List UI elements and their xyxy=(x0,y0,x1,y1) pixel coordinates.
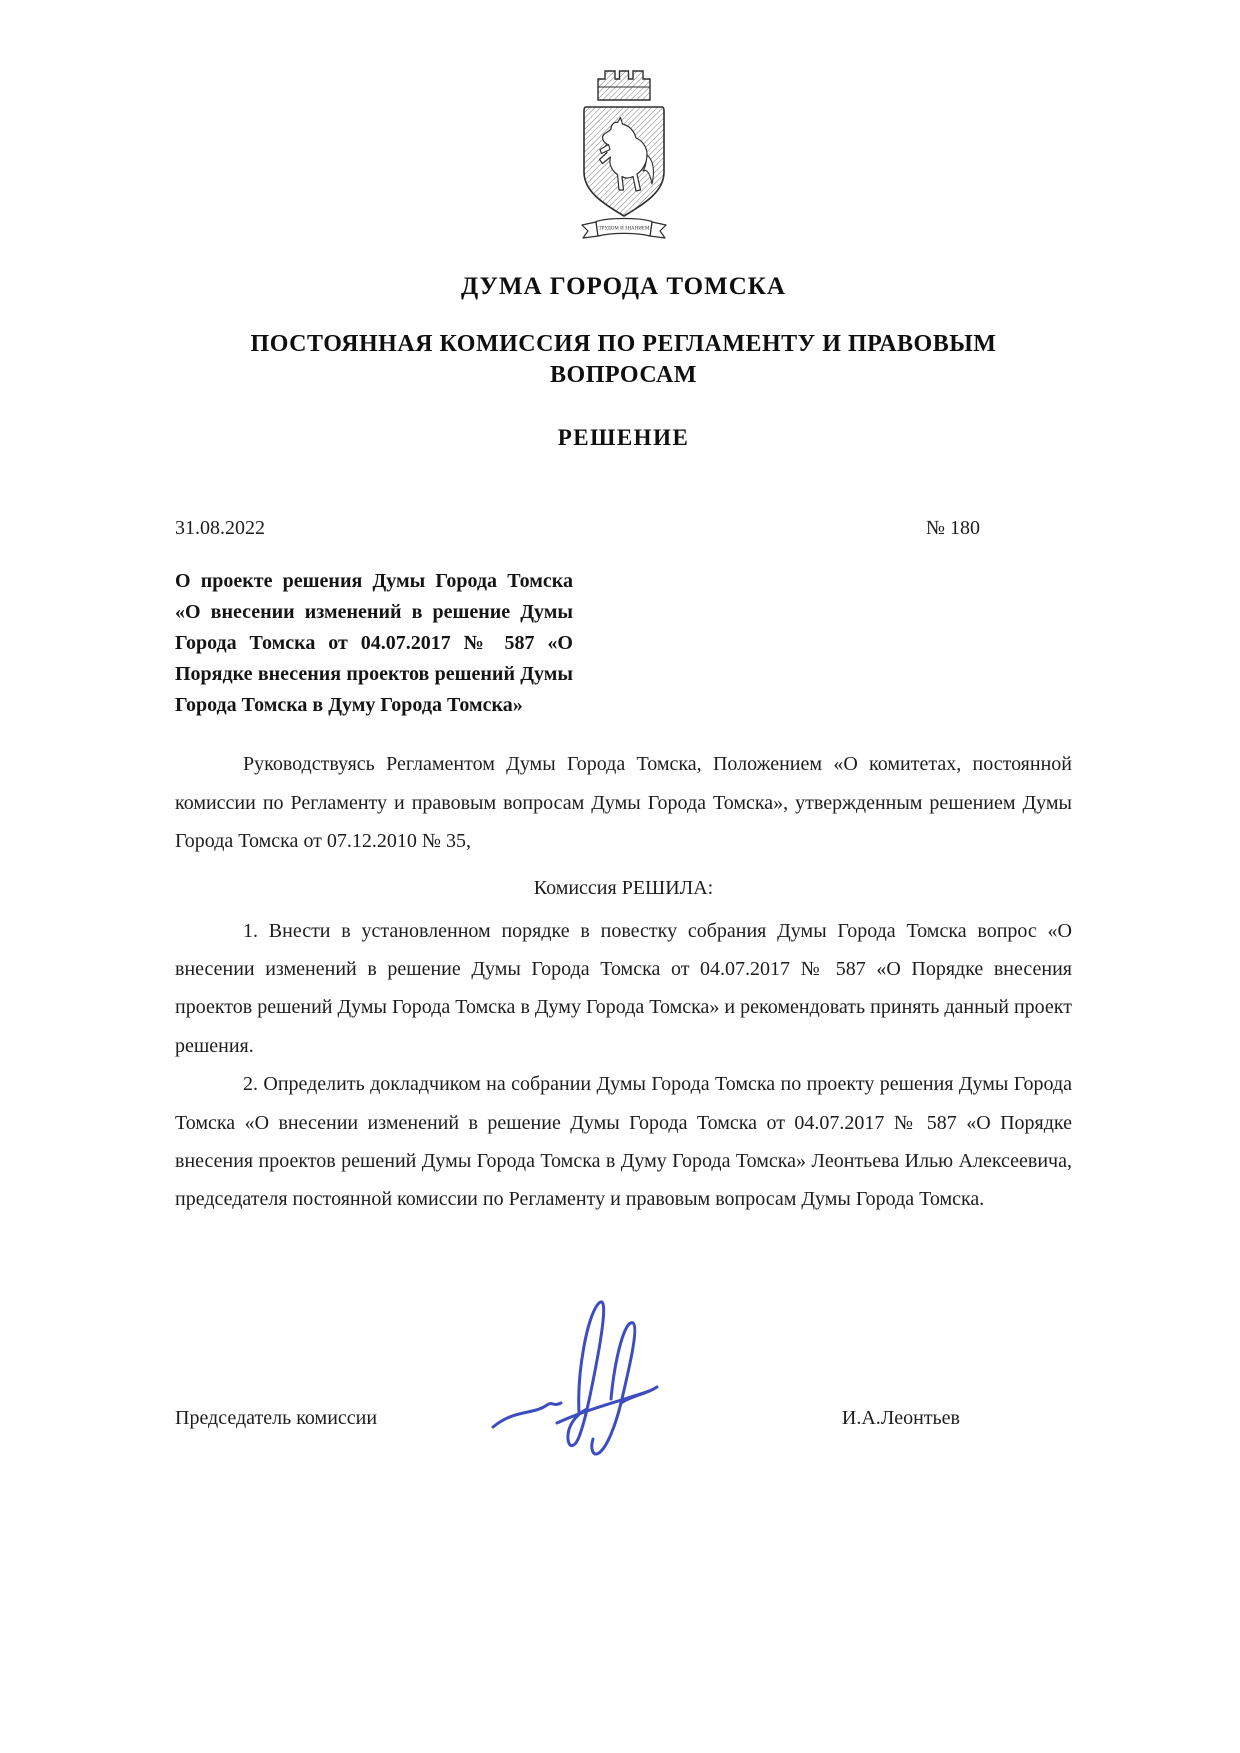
document-date: 31.08.2022 xyxy=(175,517,265,540)
preamble-paragraph: Руководствуясь Регламентом Думы Города Томска, Положением «О комитетах, постоянной комиссии по Регламенту и правовым вопросам Думы Города Томска», утвержденным решением Думы Города Томска от 07.12.2010 № 35, xyxy=(175,753,1072,853)
crown-icon xyxy=(598,71,650,100)
handwritten-signature-icon xyxy=(487,1281,687,1471)
motto-ribbon xyxy=(582,219,666,239)
signature-block xyxy=(175,1339,1072,1499)
document-number: № 180 xyxy=(925,517,980,540)
signatory-name: И.А.Леонтьев xyxy=(841,1406,960,1429)
document-type-title: РЕШЕНИЕ xyxy=(557,425,690,451)
meta-row xyxy=(175,517,1072,540)
coat-of-arms xyxy=(175,66,1072,249)
organization-title: ДУМА ГОРОДА ТОМСКА xyxy=(461,273,786,300)
tomsk-coat-of-arms-icon xyxy=(574,66,674,244)
resolution-item-1: 1. Внести в установленном порядке в повестку собрания Думы Города Томска вопрос «О внесении изменений в решение Думы Города Томска от 04.07.2017 № 587 «О Порядке внесения проектов решений Думы Города Томска в Думу Города Томска» и рекомендовать принять данный проект решения. xyxy=(175,919,1072,1057)
commission-title: ПОСТОЯННАЯ КОМИССИЯ ПО РЕГЛАМЕНТУ И ПРАВОВЫМ ВОПРОСАМ xyxy=(250,331,997,389)
signature-role: Председатель комиссии xyxy=(175,1406,378,1429)
resolution-item-2: 2. Определить докладчиком на собрании Думы Города Томска по проекту решения Думы Города Томска «О внесении изменений в решение Думы Города Томска от 04.07.2017 № 587 «О Порядке внесения проектов решений Думы Города Томска в Думу Города Томска» Леонтьева Илью Алексеевича, председателя постоянной комиссии по Регламенту и правовым вопросам Думы Города Томска. xyxy=(175,1073,1072,1211)
document-subject: О проекте решения Думы Города Томска «О внесении изменений в решение Думы Города Томска от 04.07.2017 № 587 «О Порядке внесения проектов решений Думы Города Томска в Думу Города Томска» xyxy=(175,570,573,717)
resolution-heading: Комиссия РЕШИЛА: xyxy=(533,876,714,899)
motto-text: ТРУДОМ И ЗНАНИЕМ xyxy=(598,226,649,232)
